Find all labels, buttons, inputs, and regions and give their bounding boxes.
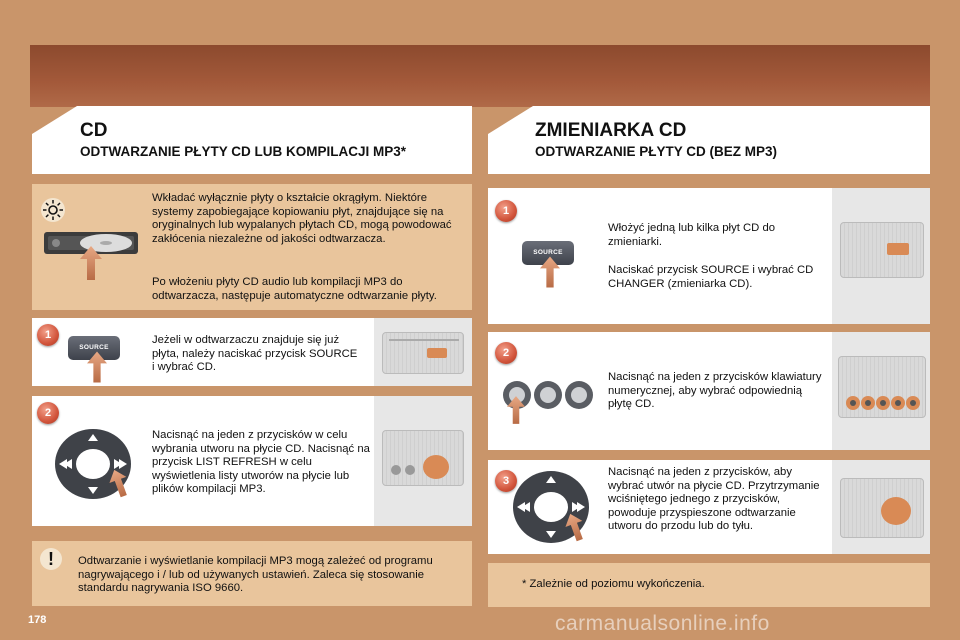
page-number: 178 (28, 614, 47, 626)
right-footnote: * Zależnie od poziomu wykończenia. (522, 578, 705, 590)
source-button[interactable]: SOURCE (68, 336, 120, 360)
right-step1-text-b: Naciskać przycisk SOURCE i wybrać CD CHANGER (zmieniarka CD). (608, 264, 814, 290)
left-warning-text: Odtwarzanie i wyświetlanie kompilacji MP3 mogą zależeć od programu nagrywającego i / lub od używanych ustawień. Zaleca się stosowanie standardu nagrywania ISO 9660. (78, 555, 433, 595)
left-intro-text-2: Po włożeniu płyty CD audio lub kompilacji MP3 do odtwarzacza, następuje automatyczne odtwarzanie płyty. (152, 276, 437, 302)
right-source-button[interactable]: SOURCE (522, 241, 574, 265)
right-radio-unit-illustration-2 (838, 356, 926, 418)
right-title: ZMIENIARKA CD (535, 120, 687, 141)
radio-unit-illustration (382, 332, 464, 374)
right-radio-unit-illustration (840, 222, 924, 278)
right-press-arrow-icon-2 (507, 394, 525, 426)
step-2-badge: 2 (37, 402, 59, 424)
right-step-1-badge: 1 (495, 200, 517, 222)
warning-icon (40, 548, 62, 570)
press-arrow-icon (87, 350, 107, 384)
warning-mark: ! (48, 549, 54, 569)
radio-unit-illustration-2 (382, 430, 464, 486)
left-title: CD (80, 120, 108, 141)
right-step1-text-a: Włożyć jedną lub kilka płyt CD do zmieniarki. (608, 222, 776, 248)
right-press-arrow-icon (540, 255, 560, 289)
step-1-badge: 1 (37, 324, 59, 346)
right-step-2-badge: 2 (495, 342, 517, 364)
right-step3-text: Nacisnąć na jeden z przycisków, aby wybrać utwór na płycie CD. Przytrzymanie wciśniętego jednego z przycisków, powoduje przyspieszone odtwarzanie utworu do przodu lub do tyłu. (608, 466, 820, 533)
right-subtitle: ODTWARZANIE PŁYTY CD (BEZ MP3) (535, 144, 778, 159)
left-step2-text: Nacisnąć na jeden z przycisków w celu wybrania utworu na płycie CD. Nacisnąć na przycisk LIST REFRESH w celu wyświetlenia listy utworów na płycie lub plików kompilacji MP3. (152, 429, 370, 496)
left-step1-text: Jeżeli w odtwarzaczu znajduje się już płyta, należy naciskać przycisk SOURCE i wybrać CD. (152, 334, 358, 374)
right-step-3-badge: 3 (495, 470, 517, 492)
left-subtitle: ODTWARZANIE PŁYTY CD LUB KOMPILACJI MP3* (80, 144, 407, 159)
insert-arrow-icon (80, 246, 102, 280)
light-icon (40, 197, 66, 223)
left-intro-text-1: Wkładać wyłącznie płyty o kształcie okrągłym. Niektóre systemy zapobiegające kopiowaniu płyt, znajdujące się na oryginalnych lub wypalanych płytach CD, mogą powodować zakłócenia niezależne od jakości odtwarzacza. (152, 192, 452, 245)
right-radio-unit-illustration-3 (840, 478, 924, 538)
watermark: carmanualsonline.info (555, 612, 770, 635)
right-step2-text: Nacisnąć na jeden z przycisków klawiatury numerycznej, aby wybrać odpowiednią płytę CD. (608, 371, 822, 411)
header-banner (30, 45, 930, 107)
